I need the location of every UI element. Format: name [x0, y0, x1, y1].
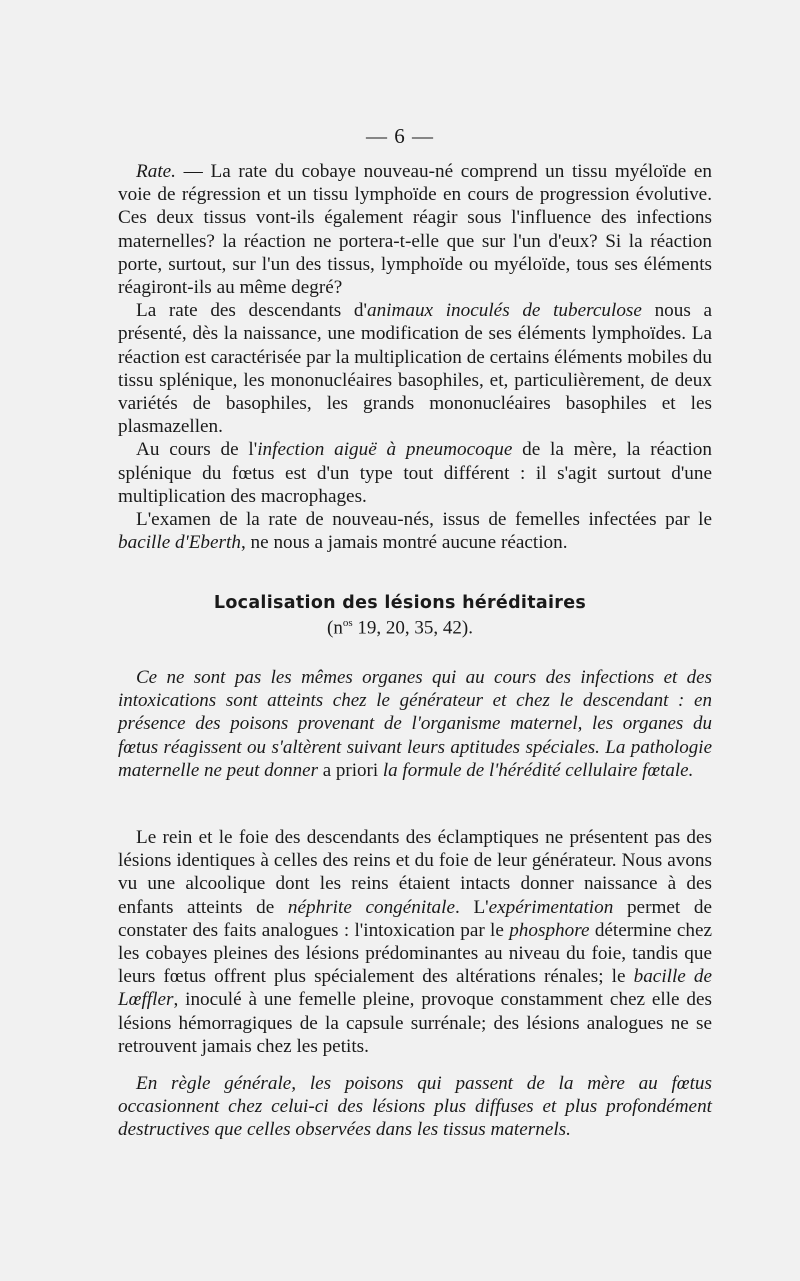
- section-references: [0, 617, 800, 639]
- rate-p3-text-a: Au cours de l': [136, 439, 258, 461]
- rate-label: Rate.: [136, 161, 176, 182]
- body-italic-1: néphrite congénitale: [287, 896, 455, 918]
- summary-paragraph: [118, 666, 712, 782]
- body-text-c: permet de constater des faits analogues : l'intoxication par le: [118, 896, 712, 941]
- rate-p2-text-a: La rate des descendants d': [136, 300, 367, 322]
- rate-paragraph-3: [118, 438, 712, 508]
- rate-paragraph-2: [118, 299, 712, 438]
- rate-dash: —: [175, 161, 211, 182]
- summary-text: [118, 666, 712, 782]
- body-text-d: détermine chez les cobayes pleines des lésions prédominantes au niveau du foie, tandis que leurs fœtus offrent plus spécialement des altérations rénales; le: [118, 919, 712, 988]
- rate-p1-text: La rate du cobaye nouveau-né comprend un tissu myéloïde en voie de régression et un tissu lymphoïde en cours de progression évolutive. Ces deux tissus vont-ils également réagir sous l'influence des infections maternelles? la réaction ne portera-t-elle que sur l'un d'eux? Si la réaction porte, surtout, sur l'un des tissus, lymphoïde ou myéloïde, tous ses éléments réagiront-ils au même degré?: [118, 161, 712, 299]
- body-italic-4: bacille de Lœffler: [118, 966, 713, 1011]
- body-section: [118, 826, 712, 1058]
- summary-text-a: Ce ne sont pas les mêmes organes qui au cours des infections et des intoxications sont atteints chez le générateur et chez le descendant : en présence des poisons provenant de l'organisme maternel, les organes du fœtus réagissent ou s'altèrent suivant leurs aptitudes spéciales. La pathologie maternelle ne peut donner: [118, 667, 712, 781]
- summary-text-b: la formule de l'hérédité cellulaire fœtale.: [378, 759, 694, 781]
- final-text: En règle générale, les poisons qui passent de la mère au fœtus occasionnent chez celui-ci des lésions plus diffuses et plus profondément destructives que celles observées dans les tissus maternels.: [118, 1073, 712, 1141]
- section-heading: Localisation des lésions héréditaires: [213, 593, 587, 613]
- refs-open: (n: [327, 617, 343, 639]
- body-text-e: , inoculé à une femelle pleine, provoque constamment chez elle des lésions hémorragiques de la capsule surrénale; des lésions analogues ne se retrouvent jamais chez les petits.: [118, 989, 712, 1057]
- rate-section: [118, 160, 712, 554]
- body-text-a: Le rein et le foie des descendants des éclamptiques ne présentent pas des lésions identiques à celles des reins et du foie de leur générateur. Nous avons vu une alcoolique dont les reins étaient intacts donner naissance à des enfants atteints de: [118, 827, 712, 918]
- rate-p3-italic: infection aiguë à pneumocoque: [257, 439, 513, 461]
- page-number: — 6 —: [366, 124, 434, 148]
- rate-p3-text-b: de la mère, la réaction splénique du fœtus est d'un type tout différent : il s'agit surtout d'une multiplication des macrophages.: [118, 439, 712, 507]
- body-italic-3: phosphore: [509, 919, 590, 941]
- refs-numbers: 19, 20, 35, 42).: [352, 617, 473, 639]
- rate-p4-italic: bacille d'Eberth: [118, 532, 241, 554]
- rate-p2-text-b: nous a présenté, dès la naissance, une modification de ses éléments lymphoïdes. La réaction est caractérisée par la multiplication de certains éléments mobiles du tissu splénique, les mononucléaires basophiles, et, particulièrement, de deux variétés de basophiles, les grands mononucléaires basophiles et les plasmazellen.: [118, 300, 713, 438]
- body-paragraph-1: [118, 826, 712, 1058]
- body-text-b: . L': [455, 896, 489, 918]
- rate-p4-text-b: , ne nous a jamais montré aucune réaction.: [240, 532, 568, 554]
- summary-a-priori: a priori: [322, 759, 379, 781]
- rate-p4-text-a: L'examen de la rate de nouveau-nés, issus de femelles infectées par le: [136, 509, 712, 531]
- rate-paragraph-4: [118, 508, 712, 554]
- rate-p2-italic: animaux inoculés de tuberculose: [366, 300, 642, 322]
- final-paragraph: [118, 1072, 712, 1142]
- body-italic-2: expérimentation: [488, 896, 614, 918]
- rate-paragraph-1: [118, 160, 712, 299]
- refs-superscript: os: [342, 617, 353, 629]
